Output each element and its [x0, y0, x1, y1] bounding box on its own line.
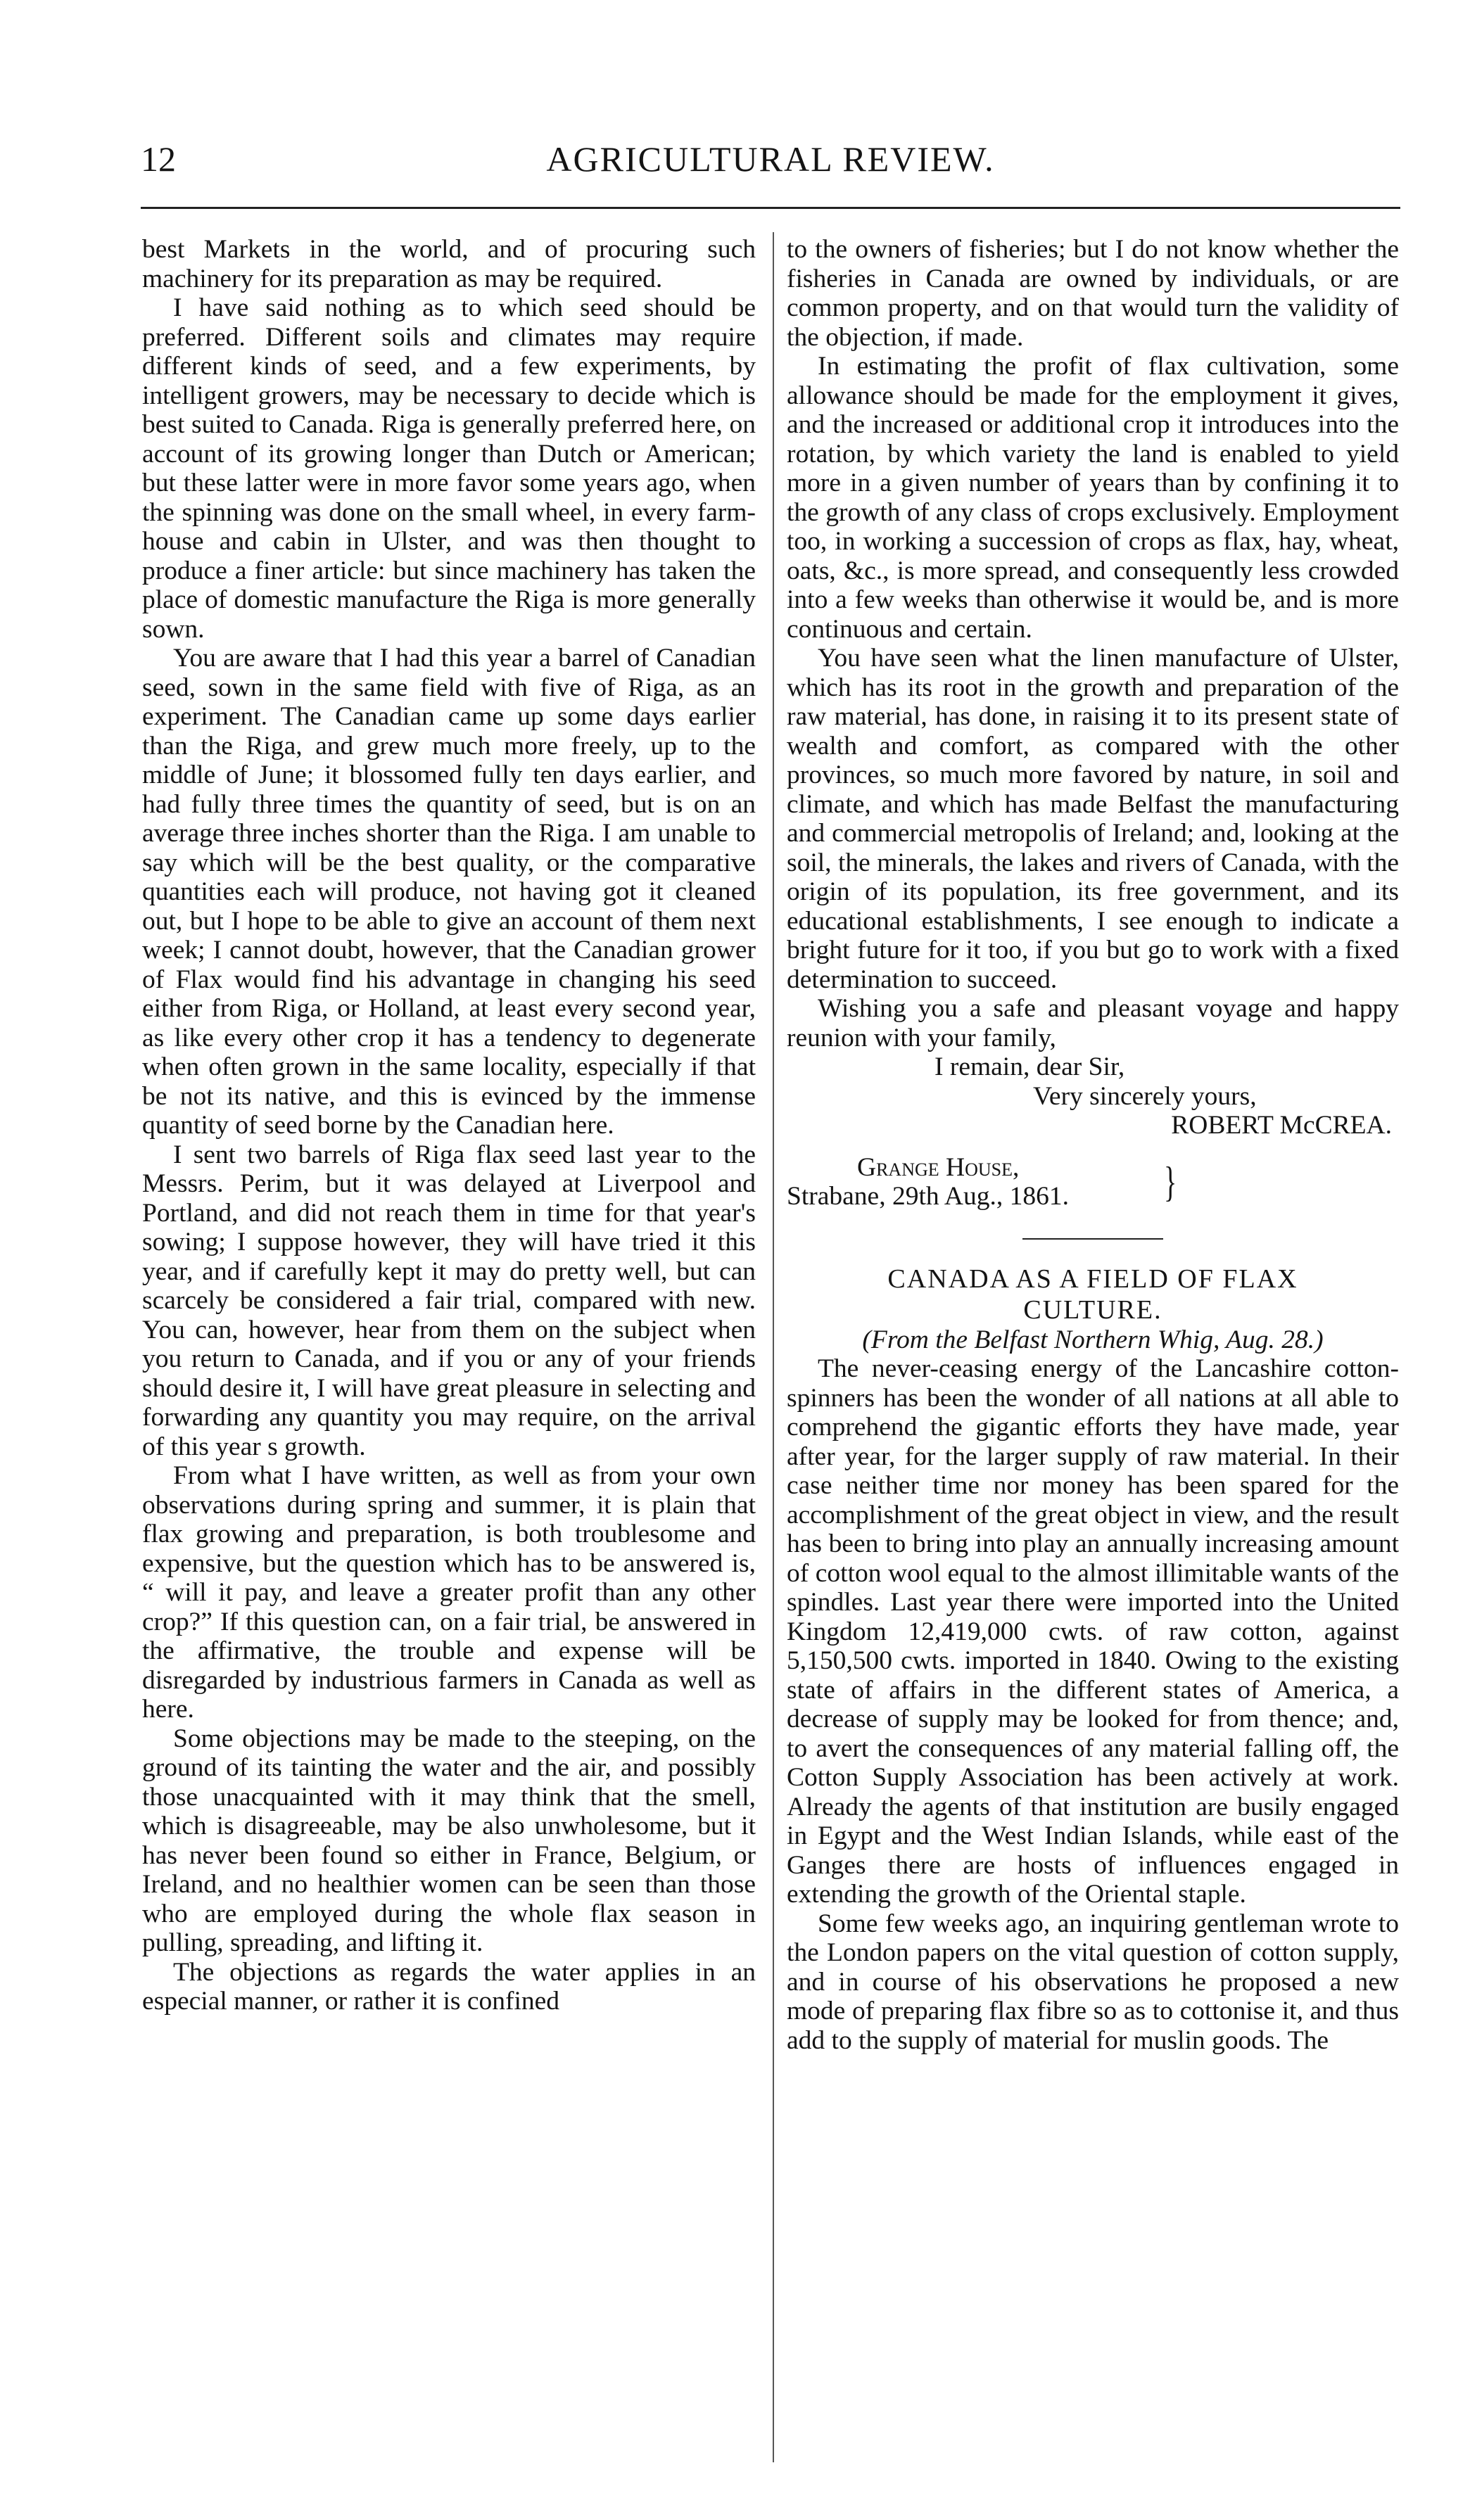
column-divider	[773, 232, 774, 2462]
paragraph: You have seen what the linen manufacture of Ulster, which has its root in the growth and preparation of the raw material, has done, in raising it to its present state of wealth and comfort, as compared with the other provinces, so much more favored by nature, in soil and climate, and which has made Belfast the manufacturing and commercial metropolis of Ireland; and, looking at the soil, the minerals, the lakes and rivers of Canada, with the origin of its population, its free government, and its educational establishments, I see enough to indicate a bright future for it too, if you but go to work with a fixed determination to succeed.	[787, 644, 1399, 994]
paragraph: The never-ceasing energy of the Lancashire cotton-spinners has been the wonder of all nations at all able to comprehend the gigantic efforts they have made, year after year, for the larger supply of raw material. In their case neither time nor money has been spared for the accomplishment of the great object in view, and the result has been to bring into play an annually increasing amount of cotton wool equal to the almost illimitable wants of the spindles. Last year there were imported into the United Kingdom 12,419,000 cwts. of raw cotton, against 5,150,500 cwts. imported in 1840. Owing to the existing state of affairs in the different states of America, a decrease of supply may be looked for from thence; and, to avert the consequences of any material falling off, the Cotton Supply Association has been actively at work. Already the agents of that institution are busily engaged in Egypt and the West Indian Islands, while east of the Ganges there are hosts of influences engaged in extending the growth of the Oriental staple.	[787, 1354, 1399, 1909]
brace-mark: }	[1164, 1158, 1177, 1207]
article-source: (From the Belfast Northern Whig, Aug. 28.)	[862, 1325, 1324, 1354]
letter-closing	[787, 1052, 1399, 1140]
running-head: AGRICULTURAL REVIEW.	[546, 139, 995, 179]
page-number: 12	[141, 139, 176, 179]
address-line: Grange House,	[857, 1152, 1020, 1182]
letter-address	[787, 1153, 1399, 1211]
paragraph: I have said nothing as to which seed should be preferred. Different soils and climates may require different kinds of seed, and a few experiments, by intelligent growers, may be necessary to decide which is best suited to Canada. Riga is generally preferred here, on account of its growing longer than Dutch or American; but these latter were in more favor some years ago, when the spinning was done on the small wheel, in every farm-house and cabin in Ulster, and was then thought to produce a finer article: but since machinery has taken the place of domestic manufacture the Riga is more generally sown.	[142, 293, 756, 644]
left-column	[142, 235, 756, 2016]
paragraph: Some few weeks ago, an inquiring gentleman wrote to the London papers on the vital question of cotton supply, and in course of his observations he proposed a new mode of preparing flax fibre so as to cottonise it, and thus add to the supply of material for muslin goods. The	[787, 1909, 1399, 2055]
paragraph: Wishing you a safe and pleasant voyage and happy reunion with your family,	[787, 994, 1399, 1052]
paragraph: The objections as regards the water applies in an especial manner, or rather it is confined	[142, 1957, 756, 2016]
right-column	[787, 235, 1399, 2055]
closing-line: Very sincerely yours,	[1033, 1081, 1257, 1111]
signature: ROBERT McCREA.	[1171, 1111, 1392, 1140]
closing-line: I remain, dear Sir,	[934, 1052, 1125, 1081]
paragraph: best Markets in the world, and of procuring such machinery for its preparation as may be required.	[142, 235, 756, 293]
paragraph: From what I have written, as well as from your own observations during spring and summer, it is plain that flax growing and preparation, is both troublesome and expensive, but the question which has to be answered is, “ will it pay, and leave a greater profit than any other crop?” If this question can, on a fair trial, be answered in the affirmative, the trouble and expense will be disregarded by industrious farmers in Canada as well as here.	[142, 1461, 756, 1724]
paragraph: to the owners of fisheries; but I do not know whether the fisheries in Canada are owned by individuals, or are common property, and on that would turn the validity of the objection, if made.	[787, 235, 1399, 352]
header-rule	[141, 207, 1400, 209]
address-block	[787, 1153, 1399, 1211]
paragraph: In estimating the profit of flax cultivation, some allowance should be made for the employment it gives, and the increased or additional crop it introduces into the rotation, by which variety the land is enabled to yield more in a given number of years than by confining it to the growth of any class of crops exclusively. Employment too, in working a succession of crops as flax, hay, wheat, oats, &c., is more spread, and consequently less crowded into a few weeks than otherwise it would be, and is more continuous and certain.	[787, 352, 1399, 644]
section-title: CANADA AS A FIELD OF FLAX	[887, 1264, 1298, 1294]
section-title: CULTURE.	[1023, 1294, 1162, 1325]
address-line: Strabane, 29th Aug., 1861.	[787, 1182, 1070, 1211]
page-header	[141, 138, 1400, 194]
paragraph: Some objections may be made to the steeping, on the ground of its tainting the water and the air, and possibly those unacquainted with it may think that the smell, which is disagreeable, may be also unwholesome, but it has never been found so either in France, Belgium, or Ireland, and no healthier women can be seen than those who are employed during the whole flax season in pulling, spreading, and lifting it.	[142, 1724, 756, 1957]
paragraph: You are aware that I had this year a barrel of Canadian seed, sown in the same field with five of Riga, as an experiment. The Canadian came up some days earlier than the Riga, and grew much more freely, up to the middle of June; it blossomed fully ten days earlier, and had fully three times the quantity of seed, but is on an average three inches shorter than the Riga. I am unable to say which will be the best quality, or the comparative quantities each will produce, not having got it cleaned out, but I hope to be able to give an account of them next week; I cannot doubt, however, that the Canadian grower of Flax would find his advantage in changing his seed either from Riga, or Holland, at least every second year, as like every other crop it has a tendency to degenerate when often grown in the same locality, especially if that be not its native, and this is evinced by the immense quantity of seed borne by the Canadian here.	[142, 644, 756, 1140]
section-rule	[1022, 1238, 1163, 1240]
paragraph: I sent two barrels of Riga flax seed last year to the Messrs. Perim, but it was delayed at Liverpool and Portland, and did not reach them in time for that year's sowing; I suppose however, they will have tried it this year, and if carefully kept it may do pretty well, but can scarcely be considered a fair trial, compared with new. You can, however, hear from them on the subject when you return to Canada, and if you or any of your friends should desire it, I will have great pleasure in selecting and forwarding any quantity you may require, on the arrival of this year s growth.	[142, 1140, 756, 1461]
